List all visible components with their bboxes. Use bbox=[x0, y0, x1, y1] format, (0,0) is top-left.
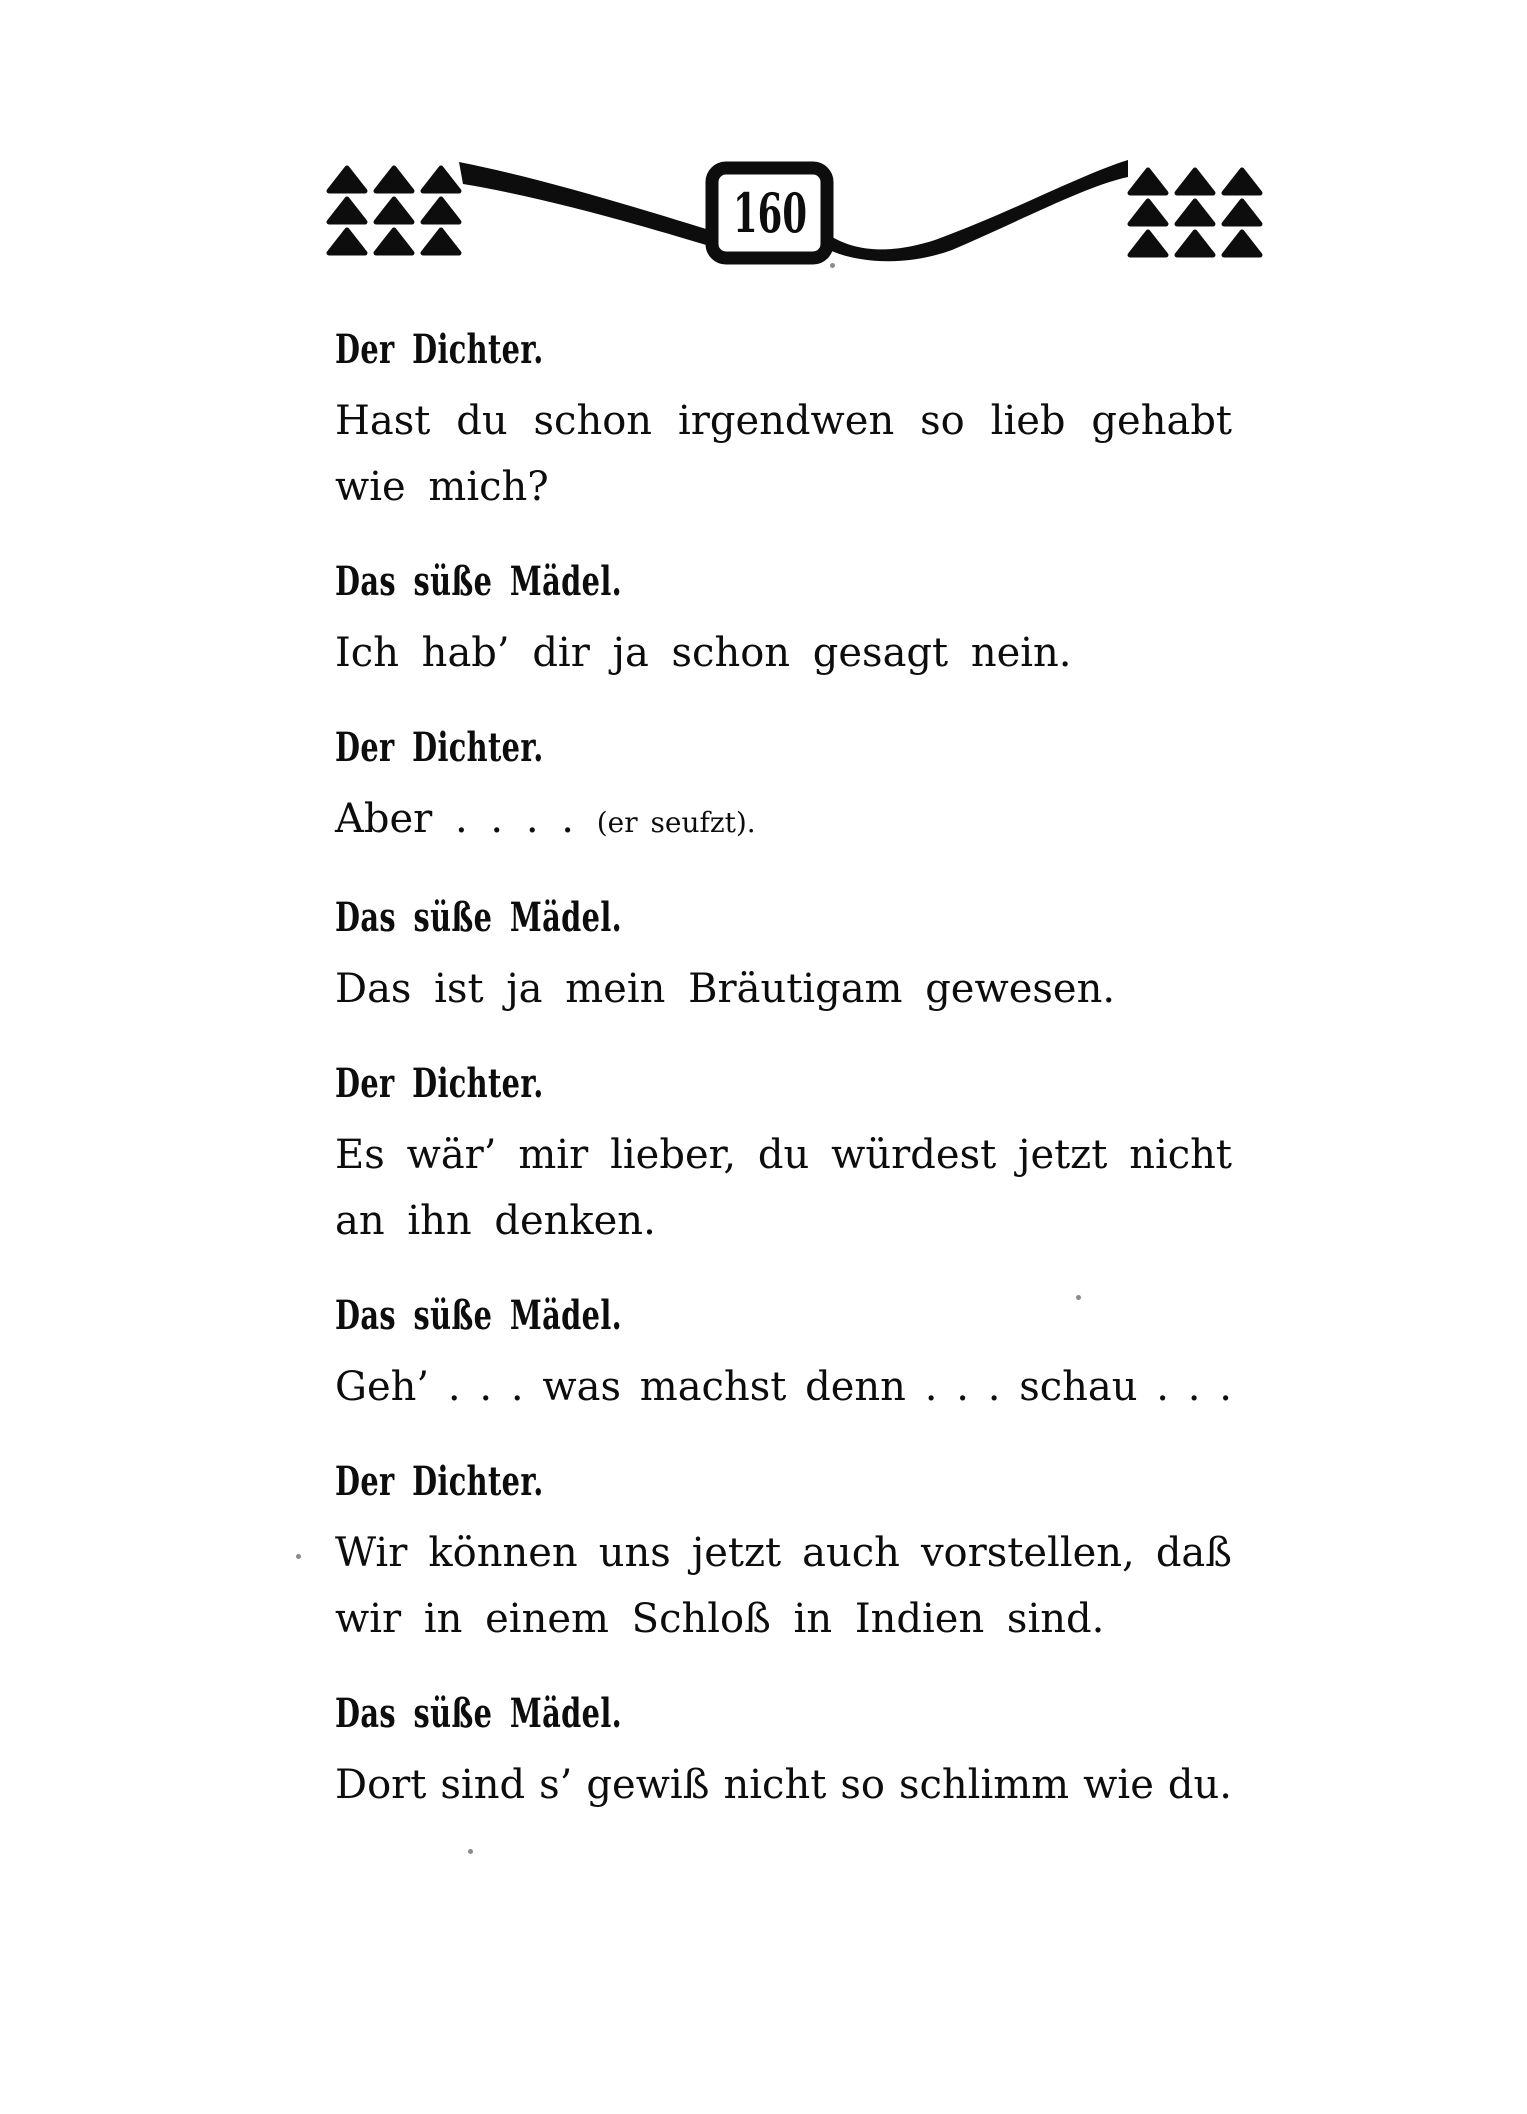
speaker-name: Der Dichter. bbox=[335, 326, 544, 373]
dialogue-text: wie mich? bbox=[335, 464, 549, 510]
dialogue-line bbox=[335, 956, 1232, 1022]
triangle-icon bbox=[1177, 232, 1213, 255]
triangle-icon bbox=[1130, 201, 1166, 224]
speaker-name: Das süße Mädel. bbox=[335, 1690, 623, 1737]
scan-speck bbox=[830, 263, 835, 268]
dialogue-text: wir in einem Schloß in Indien sind. bbox=[335, 1596, 1105, 1642]
dialogue-block bbox=[335, 894, 1232, 1022]
dialogue-text: Das ist ja mein Bräutigam gewesen. bbox=[335, 966, 1116, 1012]
dialogue-block bbox=[335, 1292, 1232, 1420]
triangle-icon bbox=[329, 230, 365, 253]
speaker-name: Das süße Mädel. bbox=[335, 558, 623, 605]
dialogue-line bbox=[335, 1752, 1232, 1818]
dialogue-text: Wir können uns jetzt auch vorstellen, daß bbox=[335, 1530, 1232, 1576]
dialogue-block bbox=[335, 1060, 1232, 1254]
speaker-name: Das süße Mädel. bbox=[335, 1292, 623, 1339]
triangle-icon bbox=[423, 199, 459, 222]
dialogue-text: Ich hab’ dir ja schon gesagt nein. bbox=[335, 630, 1072, 676]
dialogue-block bbox=[335, 1690, 1232, 1818]
dialogue-line bbox=[335, 786, 1232, 856]
dialogue-line bbox=[335, 620, 1232, 686]
dialogue-block bbox=[335, 724, 1232, 856]
left-swoosh-rule bbox=[459, 162, 713, 247]
triangle-icon bbox=[376, 168, 412, 191]
triangle-icon bbox=[423, 168, 459, 191]
dialogue-text: Aber . . . . bbox=[335, 796, 597, 842]
triangle-icon bbox=[1130, 232, 1166, 255]
speaker-name: Der Dichter. bbox=[335, 1458, 544, 1505]
scan-speck bbox=[1076, 1295, 1081, 1300]
dialogue-line bbox=[335, 388, 1232, 454]
speaker-name: Der Dichter. bbox=[335, 1060, 544, 1107]
dialogue-text: Hast du schon irgendwen so lieb gehabt bbox=[335, 398, 1232, 444]
triangle-icon bbox=[329, 199, 365, 222]
dialogue-text: Es wär’ mir lieber, du würdest jetzt nicht bbox=[335, 1132, 1232, 1178]
dialogue-text: Dort sind s’ gewiß nicht so schlimm wie du. bbox=[335, 1762, 1232, 1808]
speaker-name: Das süße Mädel. bbox=[335, 894, 623, 941]
triangle-icon bbox=[1177, 170, 1213, 193]
dialogue-line bbox=[335, 1586, 1232, 1652]
page-number: 160 bbox=[733, 181, 807, 245]
dialogue-line bbox=[335, 1122, 1232, 1188]
right-swoosh-rule bbox=[827, 160, 1128, 261]
dialogue-line bbox=[335, 1520, 1232, 1586]
dialogue-block bbox=[335, 558, 1232, 686]
triangle-icon bbox=[1224, 170, 1260, 193]
triangle-icon bbox=[1224, 201, 1260, 224]
dialogue-block bbox=[335, 1458, 1232, 1652]
speaker-name: Der Dichter. bbox=[335, 724, 544, 771]
triangle-icon bbox=[376, 199, 412, 222]
triangle-icon bbox=[1130, 170, 1166, 193]
dialogue-line bbox=[335, 1354, 1232, 1420]
triangle-icon bbox=[423, 230, 459, 253]
triangle-icon bbox=[329, 168, 365, 191]
dialogue-block bbox=[335, 326, 1232, 520]
triangle-icon bbox=[1177, 201, 1213, 224]
triangle-grid-left-icon bbox=[329, 168, 459, 253]
page-header-ornament bbox=[230, 110, 1300, 270]
scan-speck bbox=[468, 1849, 473, 1854]
dialogue-text: an ihn denken. bbox=[335, 1198, 656, 1244]
dialogue-column bbox=[335, 326, 1232, 1856]
triangle-icon bbox=[1224, 232, 1260, 255]
stage-direction: (er seufzt). bbox=[596, 806, 756, 839]
dialogue-text: Geh’ . . . was machst denn . . . schau . . . bbox=[335, 1364, 1232, 1410]
triangle-grid-right-icon bbox=[1130, 170, 1260, 255]
triangle-icon bbox=[376, 230, 412, 253]
dialogue-line bbox=[335, 1188, 1232, 1254]
scan-speck bbox=[296, 1554, 301, 1559]
dialogue-line bbox=[335, 454, 1232, 520]
